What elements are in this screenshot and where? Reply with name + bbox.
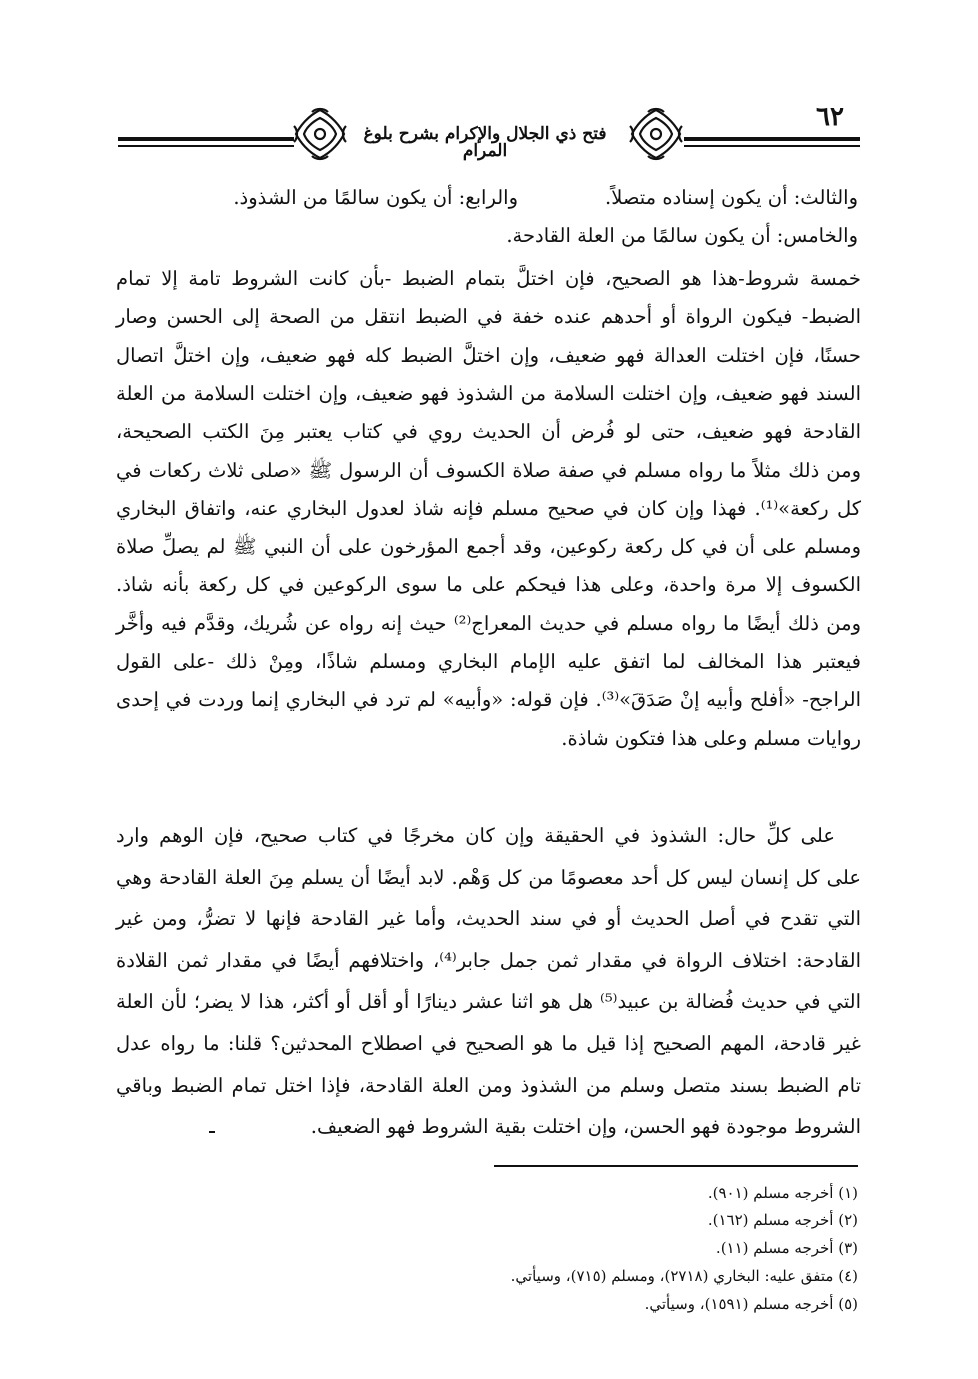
text-line: غير قادحة، المهم الصحيح إذا قيل ما هو الصحيح في اصطلاح المحدثين؟ قلنا: ما رواه عدل — [116, 1032, 861, 1055]
page-number: ٦٢ — [816, 102, 844, 132]
text-line: السند فهو ضعيف، وإن اختلت السلامة من الشذوذ فهو ضعيف، وإن اختلت السلامة من العلة — [116, 381, 861, 405]
footnote-1: (١) أخرجه مسلم (٩٠١). — [707, 1184, 858, 1202]
text-line: روايات مسلم وعلى هذا فتكون شاذة. — [561, 726, 861, 750]
condition-third: والثالث: أن يكون إسناده متصلاً. — [605, 186, 858, 209]
book-title: فتح ذي الجلال والإكرام بشرح بلوغ المرام — [363, 124, 607, 161]
footnote-5: (٥) أخرجه مسلم (١٥٩١)، وسيأتي. — [644, 1295, 858, 1313]
text-line: التي تقدح في أصل الحديث أو في سند الحديث، وأما غير القادحة فإنها لا تضرُّ، ومن غير — [116, 907, 861, 931]
footnote-3: (٣) أخرجه مسلم (١١). — [715, 1239, 858, 1257]
footnote-4: (٤) متفق عليه: البخاري (٢٧١٨)، ومسلم (٧١٥)، وسيأتي. — [510, 1267, 858, 1285]
text-line: الراجح- «أفلح وأبيه إنْ صَدَقَ»⁽³⁾. فإن قوله: «وأبيه» لم ترد في البخاري إنما وردت في إحدى — [116, 688, 861, 712]
text-line: خمسة شروط-هذا هو الصحيح، فإن اختلَّ بتمام الضبط -بأن كانت الشروط تامة إلا تمام — [116, 267, 861, 290]
text-line: الضبط- فيكون الرواة أو أحدهم عنده خفة في الضبط انتقل من الصحة إلى الحسن وصار — [116, 305, 861, 329]
text-line: ومسلم على أن في كل ركعة ركوعين، وقد أجمع المؤرخون على أن النبي ﷺ لم يصلِّ صلاة — [116, 535, 861, 559]
text-line: حسنًا، فإن اختلت العدالة فهو ضعيف، وإن اختلَّ الضبط كله فهو ضعيف، وإن اختلَّ اتصال — [116, 343, 861, 367]
header-rule-left-thin — [118, 145, 294, 147]
page-header — [118, 96, 860, 166]
header-rule-left — [118, 137, 294, 141]
text-line: تام الضبط بسند متصل وسلم من الشذوذ ومن العلة القادحة، فإذا اختل تمام الضبط وباقي — [116, 1073, 861, 1097]
header-rule-right-thin — [684, 145, 860, 147]
text-line: على كل إنسان ليس كل أحد معصومًا من كل وَهْم. لابد أيضًا أن يسلم مِنَ العلة القادحة وهي — [116, 865, 861, 889]
text-line: القادحة: اختلاف الرواة في مقدار ثمن جمل جابر⁽⁴⁾، واختلافهم أيضًا في مقدار ثمن القلادة — [116, 948, 861, 972]
condition-fifth: والخامس: أن يكون سالمًا من العلة القادحة. — [506, 224, 858, 247]
text-line: كل ركعة»⁽¹⁾. فهذا وإن كان في صحيح مسلم فإنه شاذ لعدول البخاري عنه، واتفاق البخاري — [116, 496, 861, 520]
footnote-2: (٢) أخرجه مسلم (١٦٢). — [707, 1211, 858, 1229]
stray-mark — [209, 1131, 215, 1133]
text-line: الشروط موجودة فهو الحسن، وإن اختلت بقية الشروط فهو الضعيف. — [310, 1115, 861, 1139]
text-line: القادحة فهو ضعيف، حتى لو فُرض أن الحديث روي في كتاب يعتبر مِنَ الكتب الصحيحة، — [116, 420, 861, 444]
text-line: ومن ذلك مثلاً ما رواه مسلم في صفة صلاة الكسوف أن الرسول ﷺ «صلى ثلاث ركعات في — [116, 458, 861, 482]
text-line: على كلِّ حال: الشذوذ في الحقيقة وإن كان مخرجًا في كتاب صحيح، فإن الوهم وارد — [116, 824, 835, 847]
condition-fourth: والرابع: أن يكون سالمًا من الشذوذ. — [233, 186, 518, 209]
text-line: فيعتبر هذا المخالف لما اتفق عليه الإمام البخاري ومسلم شاذًا، ومِنْ ذلك -على القول — [116, 650, 861, 673]
text-line: الكسوف إلا مرة واحدة، وعلى هذا فيحكم على ما سوى الركوعين في كل ركعة بأنه شاذ. — [116, 573, 861, 597]
text-line: ومن ذلك أيضًا ما رواه مسلم في حديث المعراج⁽²⁾ حيث إنه رواه عن شُريك، وقدَّم فيه وأخَّر — [116, 611, 861, 635]
footnote-separator — [494, 1165, 858, 1167]
text-line: التي في حديث فُضالة بن عبيد⁽⁵⁾ هل هو اثنا عشر دينارًا أو أقل أو أكثر، هذا لا يضر؛ لأن العلة — [116, 990, 861, 1014]
header-rule-right — [684, 137, 860, 141]
ornament-right-icon — [626, 106, 686, 162]
